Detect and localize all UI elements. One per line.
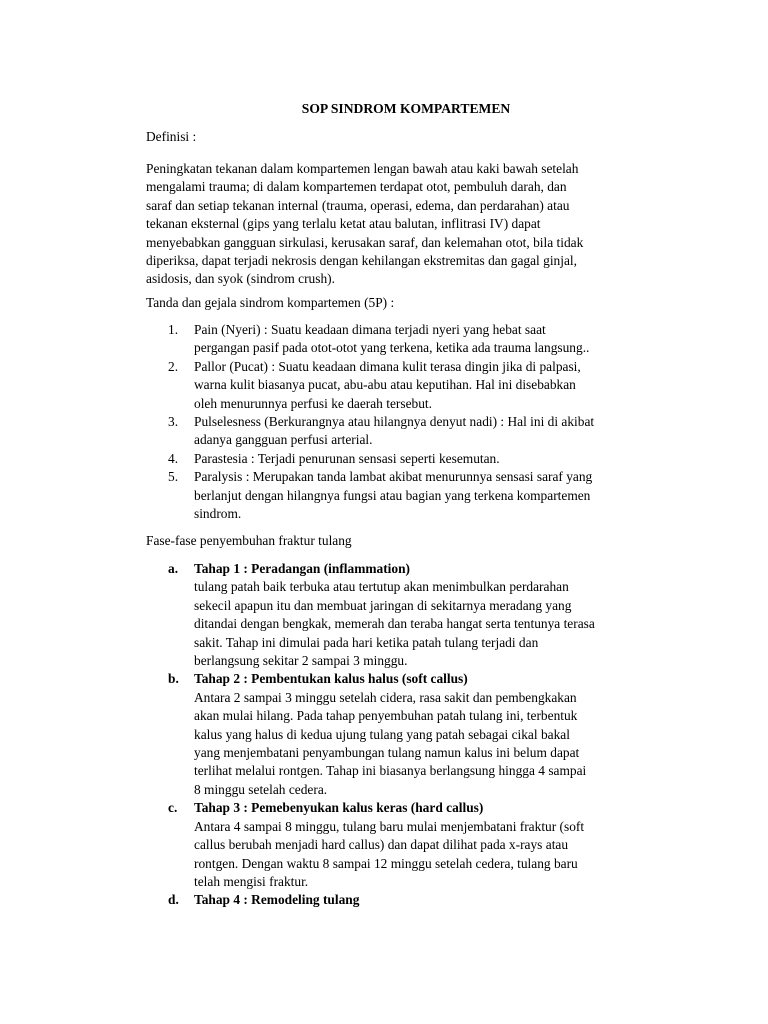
fase-item: [146, 670, 661, 799]
definisi-line: menyebabkan gangguan sirkulasi, kerusakan saraf, dan kelemahan otot, bila tidak: [146, 234, 584, 250]
tanda-item-line: sindrom.: [194, 506, 242, 522]
fase-item-heading: Tahap 3 : Pemebenyukan kalus keras (hard callus): [194, 800, 484, 816]
definisi-line: Peningkatan tekanan dalam kompartemen lengan bawah atau kaki bawah setelah: [146, 161, 579, 176]
fase-item-line: telah mengisi fraktur.: [194, 873, 309, 889]
fase-item: [146, 560, 661, 670]
fase-item-line: 8 minggu setelah cedera.: [194, 781, 328, 797]
fase-item-line: Antara 4 sampai 8 minggu, tulang baru mulai menjembatani fraktur (soft: [194, 818, 585, 834]
tanda-item-line: oleh menurunnya perfusi ke daerah tersebut.: [194, 395, 432, 411]
fase-item: [146, 799, 661, 891]
fase-list: [146, 560, 661, 910]
list-marker: c.: [168, 800, 178, 816]
tanda-item-line: Pulselesness (Berkurangnya atau hilangnya denyut nadi) : Hal ini di akibat: [194, 414, 595, 430]
fase-item-line: kalus yang halus di kedua ujung tulang yang patah sebagai cikal bakal: [194, 726, 570, 742]
tanda-item: [146, 321, 661, 358]
tanda-item-line: Parastesia : Terjadi penurunan sensasi seperti kesemutan.: [194, 450, 500, 466]
fase-item-line: Antara 2 sampai 3 minggu setelah cidera, rasa sakit dan pembengkakan: [194, 689, 577, 705]
definisi-label: Definisi :: [146, 129, 197, 144]
definisi-line: mengalami trauma; di dalam kompartemen terdapat otot, pembuluh darah, dan: [146, 179, 567, 195]
list-marker: 4.: [168, 450, 179, 466]
list-marker: a.: [168, 561, 179, 576]
list-marker: 1.: [168, 322, 179, 337]
list-marker: 3.: [168, 414, 179, 430]
tanda-item: [146, 413, 661, 450]
list-marker: b.: [168, 671, 179, 687]
fase-item-heading: Tahap 2 : Pembentukan kalus halus (soft callus): [194, 671, 468, 687]
fase-item-line: akan mulai hilang. Pada tahap penyembuhan patah tulang ini, terbentuk: [194, 708, 578, 724]
fase-item-line: sekecil apapun itu dan membuat jaringan di sekitarnya meradang yang: [194, 597, 572, 613]
fase-heading: Fase-fase penyembuhan fraktur tulang: [146, 533, 352, 548]
definisi-line: asidosis, dan syok (sindrom crush).: [146, 271, 335, 287]
list-marker: 2.: [168, 358, 179, 374]
fase-item-heading: Tahap 4 : Remodeling tulang: [194, 892, 360, 908]
fase-item-line: ditandai dengan bengkak, memerah dan teraba hangat serta tentunya terasa: [194, 616, 595, 632]
fase-item-line: yang menjembatani penyambungan tulang namun kalus ini belum dapat: [194, 745, 580, 761]
tanda-item-line: adanya gangguan perfusi arterial.: [194, 432, 373, 448]
document-title: SOP SINDROM KOMPARTEMEN: [301, 101, 511, 116]
definisi-line: tekanan eksternal (gips yang terlalu ketat atau balutan, inflitrasi IV) dapat: [146, 216, 541, 232]
fase-item-line: sakit. Tahap ini dimulai pada hari ketika patah tulang terjadi dan: [194, 634, 539, 650]
fase-item-line: callus berubah menjadi hard callus) dan dapat dilihat pada x-rays atau: [194, 837, 569, 853]
list-marker: d.: [168, 892, 179, 908]
tanda-item-line: pergangan pasif pada otot-otot yang terkena, ketika ada trauma langsung..: [194, 340, 590, 356]
tanda-item: [146, 450, 661, 468]
fase-item-line: terlihat melalui rontgen. Tahap ini biasanya berlangsung hingga 4 sampai: [194, 763, 587, 779]
fase-item: [146, 891, 661, 909]
tanda-item-line: Pain (Nyeri) : Suatu keadaan dimana terjadi nyeri yang hebat saat: [194, 322, 546, 337]
list-marker: 5.: [168, 469, 179, 485]
tanda-item-line: Paralysis : Merupakan tanda lambat akibat menurunnya sensasi saraf yang: [194, 469, 593, 485]
tanda-item-line: Pallor (Pucat) : Suatu keadaan dimana kulit terasa dingin jika di palpasi,: [194, 358, 581, 374]
tanda-item-line: warna kulit biasanya pucat, abu-abu atau keputihan. Hal ini disebabkan: [194, 377, 576, 393]
definisi-paragraph: [146, 160, 654, 289]
definisi-line: saraf dan setiap tekanan internal (trauma, operasi, edema, dan perdarahan) atau: [146, 197, 570, 213]
tanda-heading: Tanda dan gejala sindrom kompartemen (5P) :: [146, 295, 395, 310]
tanda-item-line: berlanjut dengan hilangnya fungsi atau bagian yang terkena kompartemen: [194, 487, 591, 503]
tanda-item: [146, 468, 661, 523]
tanda-list: [146, 321, 661, 523]
fase-item-heading: Tahap 1 : Peradangan (inflammation): [194, 561, 411, 576]
fase-item-line: rontgen. Dengan waktu 8 sampai 12 minggu setelah cedera, tulang baru: [194, 855, 578, 871]
fase-item-line: tulang patah baik terbuka atau tertutup akan menimbulkan perdarahan: [194, 579, 569, 595]
fase-item-line: berlangsung sekitar 2 sampai 3 minggu.: [194, 653, 408, 669]
definisi-line: diperiksa, dapat terjadi nekrosis dengan kehilangan ekstremitas dan gagal ginjal,: [146, 253, 577, 269]
tanda-item: [146, 358, 661, 413]
